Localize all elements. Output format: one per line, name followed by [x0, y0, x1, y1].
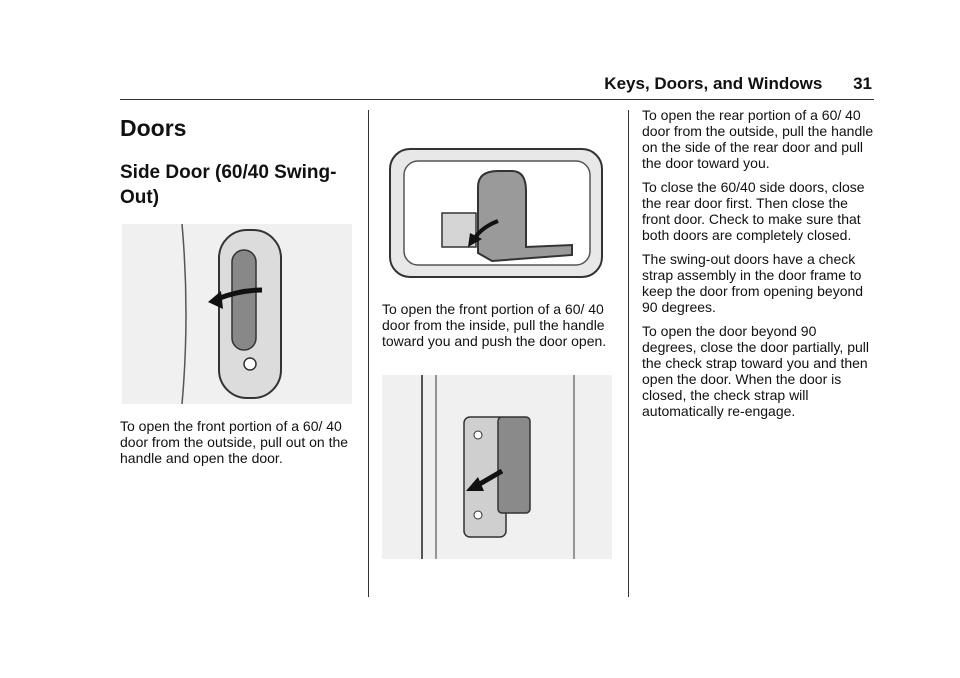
column-3 — [642, 107, 874, 427]
paragraph: To open the front portion of a 60/ 40 door from the inside, pull the handle toward you and push the door open. — [382, 301, 607, 349]
paragraph: To open the door beyond 90 degrees, close the door partially, pull the check strap toward you and then open the door. When the door is closed, the check strap will automatically re-engage. — [642, 323, 869, 419]
paragraph: To close the 60/40 side doors, close the rear door first. Then close the front door. Check to make sure that both doors are completely closed. — [642, 179, 865, 243]
paragraph: The swing-out doors have a check strap assembly in the door frame to keep the door from opening beyond 90 degrees. — [642, 251, 864, 315]
header-section-title: Keys, Doors, and Windows — [604, 74, 823, 93]
column-2 — [382, 107, 614, 559]
outside-handle-illustration — [122, 224, 352, 404]
section-title: Doors — [120, 115, 187, 141]
subsection-title: Side Door (60/40 Swing-Out) — [120, 162, 337, 209]
check-strap-illustration — [382, 375, 612, 559]
running-header — [604, 74, 872, 94]
header-rule — [120, 99, 874, 100]
paragraph: To open the front portion of a 60/ 40 door from the outside, pull out on the handle and open the door. — [120, 418, 349, 467]
paragraph: To open the rear portion of a 60/ 40 door from the outside, pull the handle on the side of the rear door and pull the door toward you. — [642, 107, 874, 171]
column-divider-2 — [628, 110, 629, 597]
column-1 — [120, 107, 352, 474]
inside-handle-illustration — [382, 127, 612, 279]
page-number: 31 — [853, 74, 872, 93]
column-divider-1 — [368, 110, 369, 597]
